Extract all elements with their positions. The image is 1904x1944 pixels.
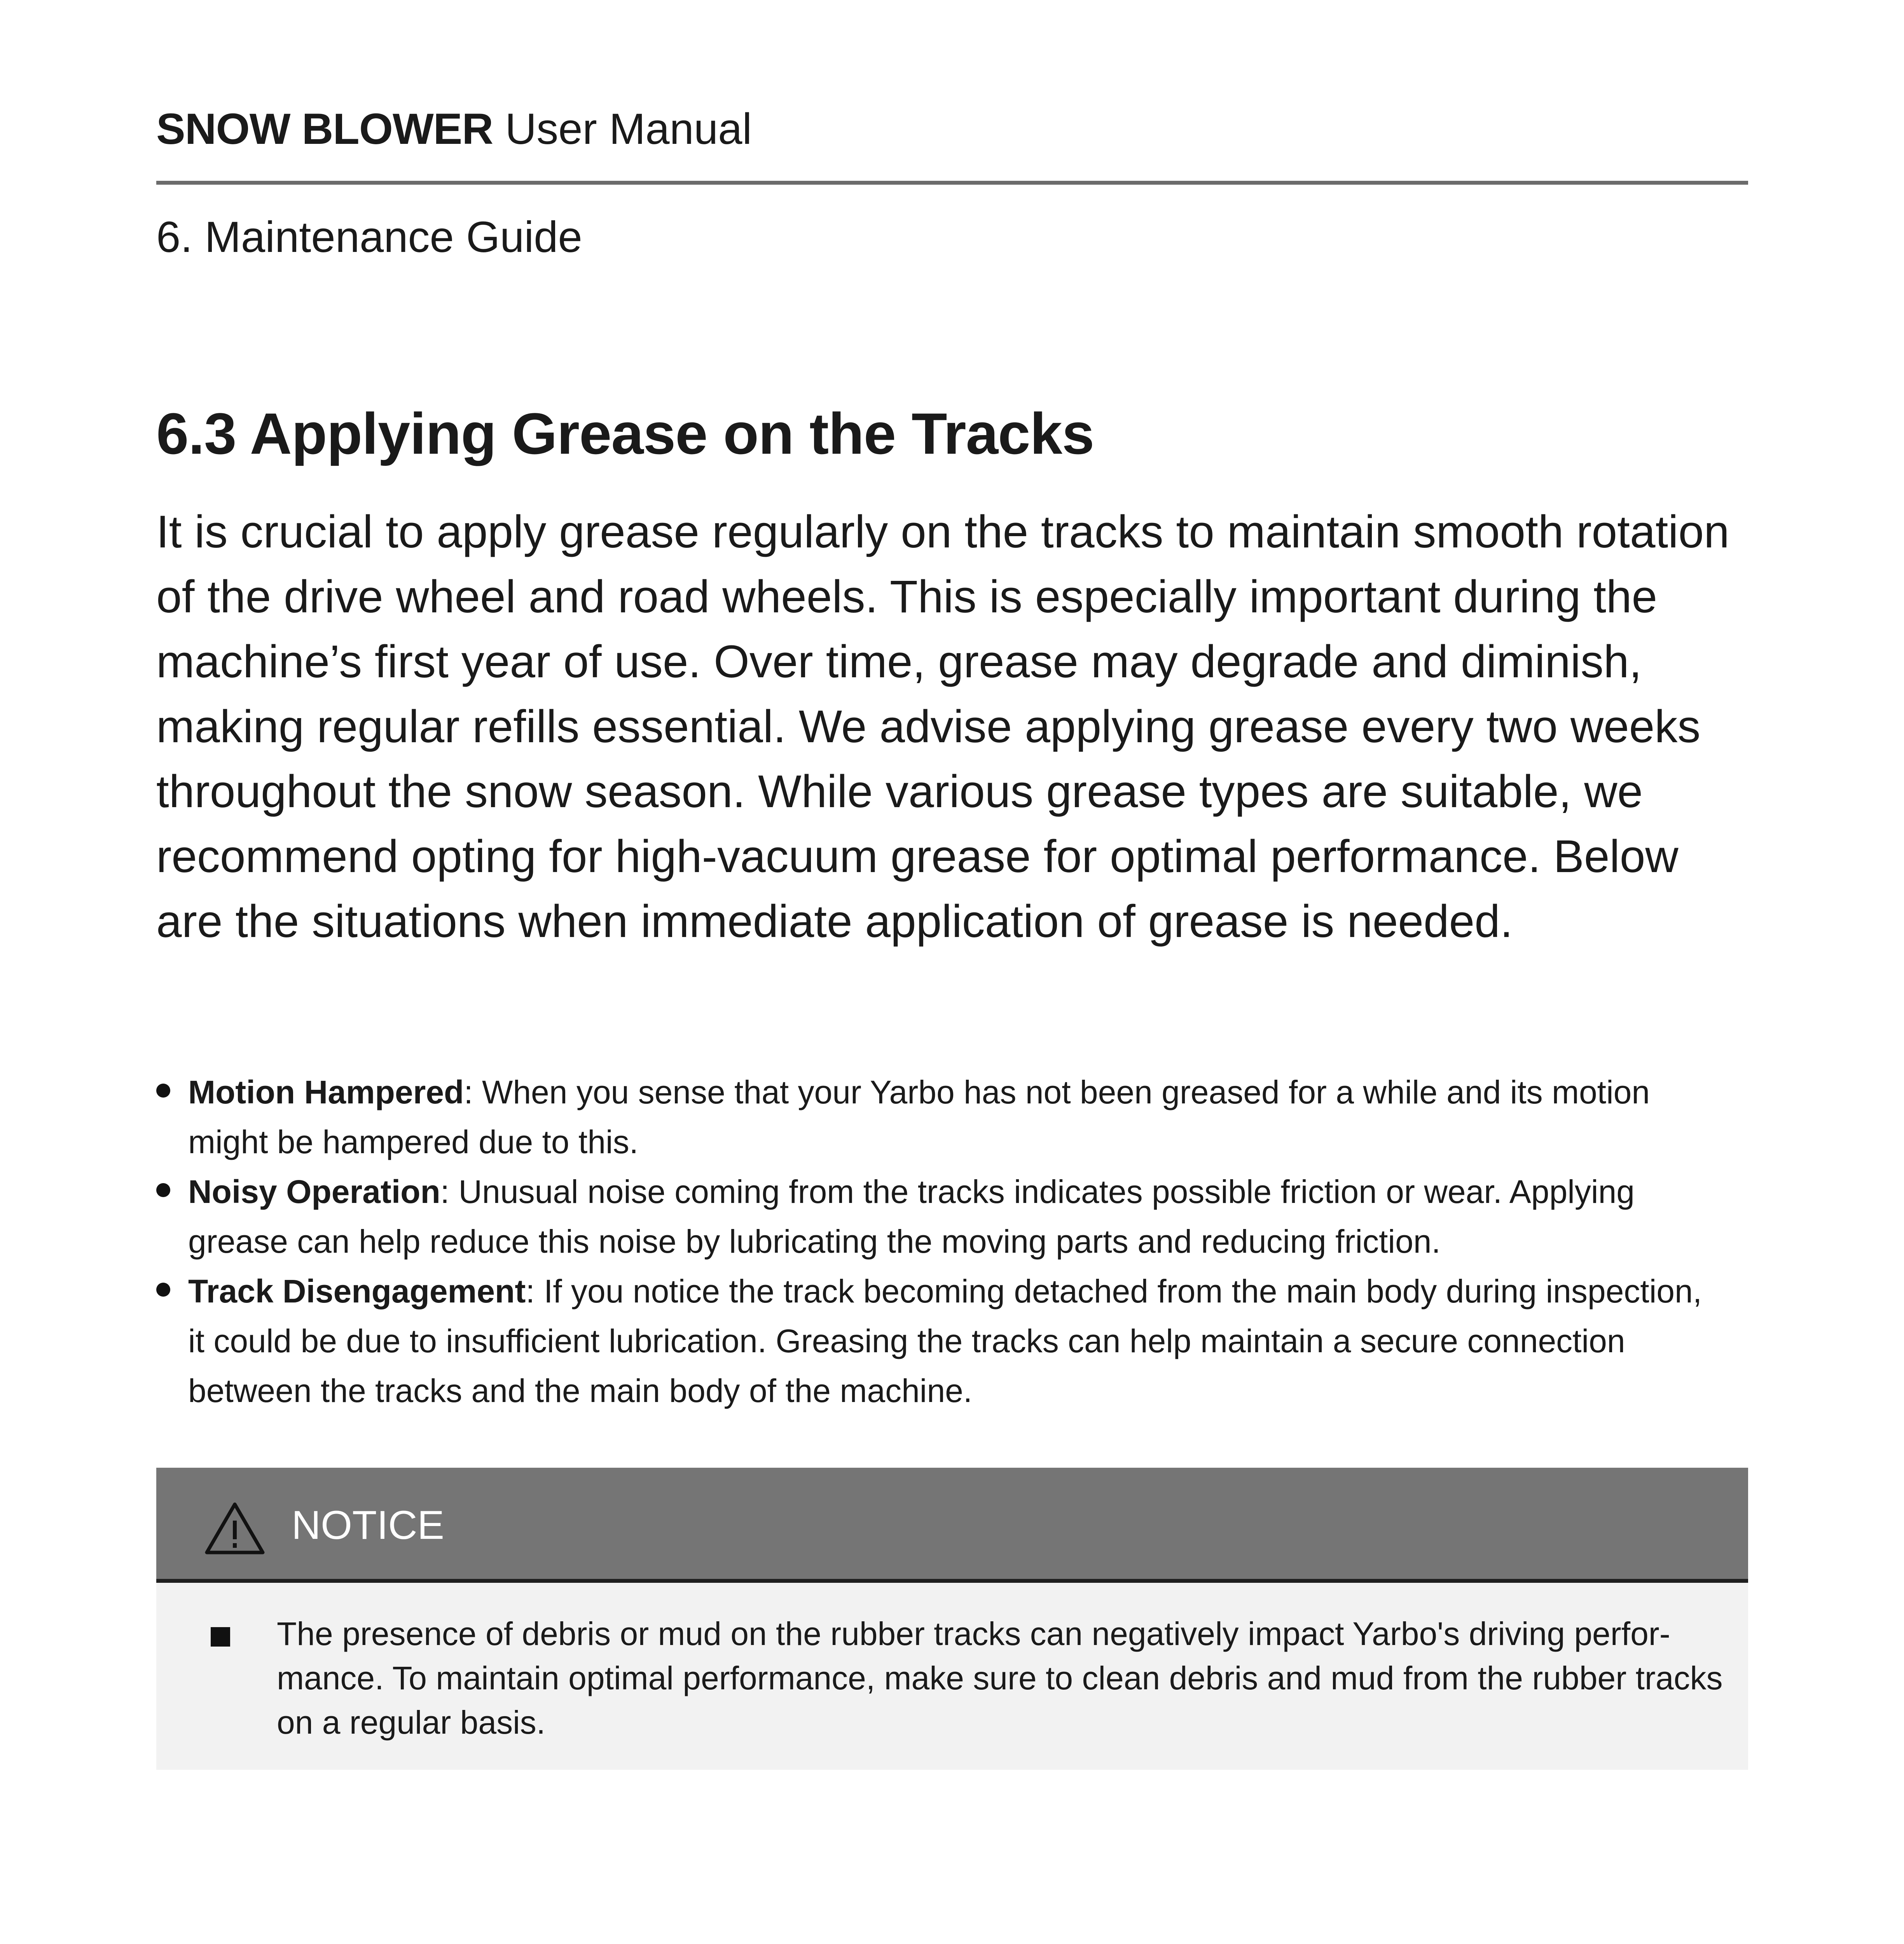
notice-header	[156, 1468, 1748, 1583]
header-divider	[156, 181, 1748, 185]
bullet-term: Track Disengagement	[188, 1273, 526, 1309]
list-item	[156, 1067, 1711, 1167]
bullet-dot-icon	[156, 1084, 170, 1098]
notice-text: The presence of debris or mud on the rubber tracks can negatively impact Yarbo's driving perfor-mance. To maintain optimal performance, make sure to clean debris and mud from the rubber tracks on a regular basis.	[277, 1615, 1723, 1741]
document-header	[156, 102, 752, 156]
list-item	[156, 1266, 1711, 1416]
square-bullet-icon	[211, 1627, 230, 1647]
section-title: 6.3 Applying Grease on the Tracks	[156, 401, 1094, 466]
section-intro-paragraph: It is crucial to apply grease regularly on the tracks to maintain smooth rotation of the drive wheel and road wheels. This is especially important during the machine’s first year of use. Over time, grease may degrade and diminish, making regular refills essential. We advise applying grease every two weeks throughout the snow season. While various grease types are suitable, we recommend opting for high-vacuum grease for optimal performance. Below are the situations when immediate application of grease is needed.	[156, 506, 1729, 947]
bullet-term: Noisy Operation	[188, 1173, 440, 1210]
notice-box	[156, 1468, 1748, 1770]
bullet-dot-icon	[156, 1283, 170, 1297]
header-brand: SNOW BLOWER	[156, 105, 493, 153]
header-subtitle: User Manual	[505, 105, 752, 153]
list-item	[156, 1167, 1711, 1266]
bullet-dot-icon	[156, 1183, 170, 1197]
warning-triangle-icon	[204, 1501, 266, 1556]
bullet-text: : If you notice the track becoming detached from the main body during inspection, it could be due to insufficient lubrication. Greasing the tracks can help maintain a secure connection between the tracks and the main body of the machine.	[188, 1273, 1702, 1409]
chapter-title: 6. Maintenance Guide	[156, 213, 582, 261]
bullet-text: : When you sense that your Yarbo has not been greased for a while and its motion might be hampered due to this.	[188, 1074, 1650, 1160]
situations-list	[156, 1067, 1711, 1416]
bullet-term: Motion Hampered	[188, 1074, 464, 1110]
notice-title: NOTICE	[292, 1503, 444, 1548]
bullet-text: : Unusual noise coming from the tracks indicates possible friction or wear. Applying grease can help reduce this noise by lubricating the moving parts and reducing friction.	[188, 1173, 1635, 1260]
